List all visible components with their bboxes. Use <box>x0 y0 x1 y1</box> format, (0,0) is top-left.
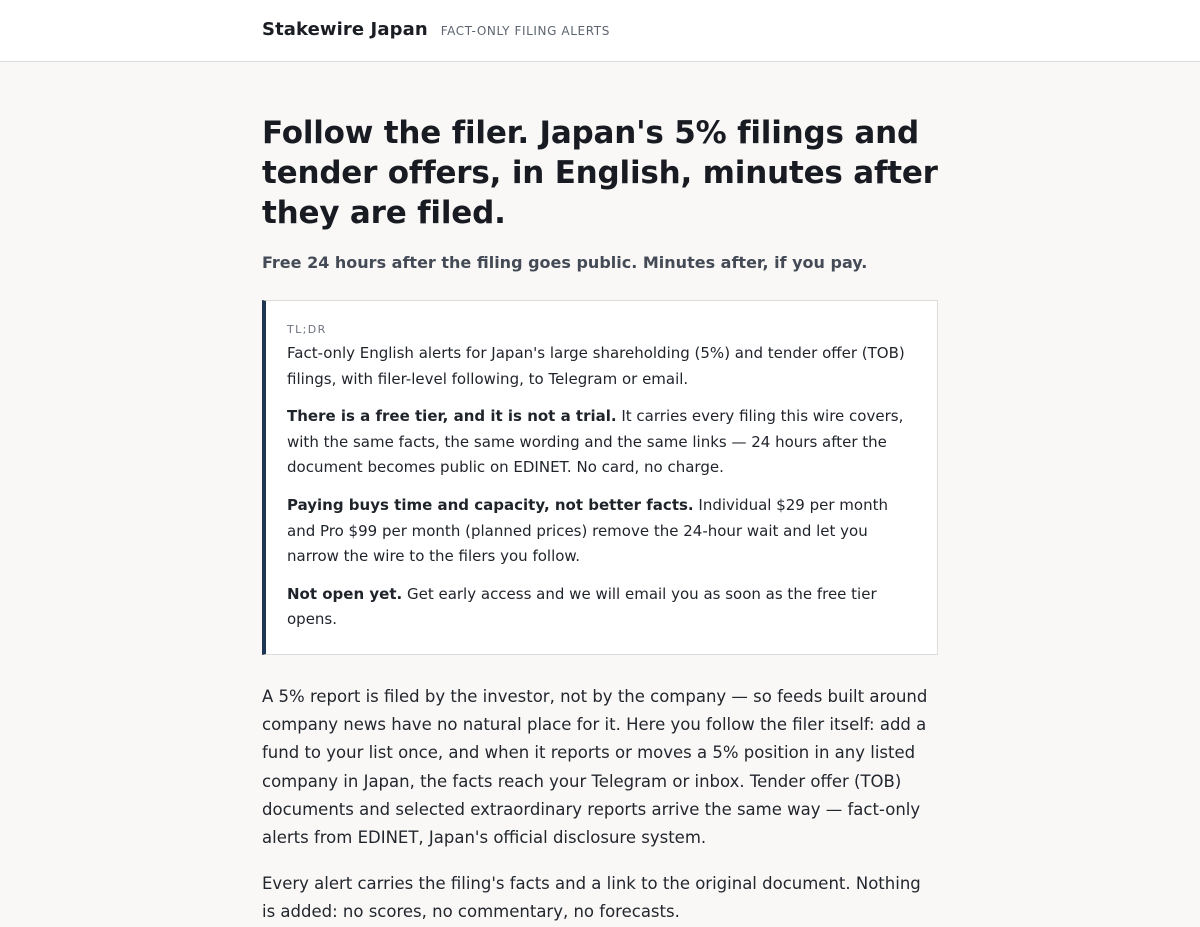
tldr-summary: Fact-only English alerts for Japan's large shareholding (5%) and tender offer (TOB) filings, with filer-level following, to Telegram or email. <box>287 344 905 388</box>
brand-tagline: FACT-ONLY FILING ALERTS <box>440 24 610 38</box>
page-subhead: Free 24 hours after the filing goes public. Minutes after, if you pay. <box>262 253 868 272</box>
tldr-point-text: Get early access and we will email you as soon as the free tier opens. <box>287 584 877 629</box>
tldr-point-free-tier <box>287 404 917 481</box>
tldr-box <box>262 300 938 655</box>
brand-logo-link[interactable]: Stakewire Japan <box>262 19 428 40</box>
tldr-point-lead: Paying buys time and capacity, not better facts. <box>287 495 694 514</box>
page-headline: Follow the filer. Japan's 5% filings and tender offers, in English, minutes after they are filed. <box>262 115 938 231</box>
main-content <box>262 62 938 927</box>
site-header <box>0 0 1200 62</box>
tldr-point-paid-tier <box>287 493 917 570</box>
facts-paragraph: Every alert carries the filing's facts and a link to the original document. Nothing is added: no scores, no commentary, no forecasts. <box>262 874 921 922</box>
tldr-point-text: It carries every filing this wire covers, with the same facts, the same wording and the same links — 24 hours after the document becomes public on EDINET. No card, no charge. <box>287 407 904 477</box>
intro-paragraph: A 5% report is filed by the investor, not by the company — so feeds built around company news have no natural place for it. Here you follow the filer itself: add a fund to your list once, and when it reports or moves a 5% position in any listed company in Japan, the facts reach your Telegram or inbox. Tender offer (TOB) documents and selected extraordinary reports arrive the same way — fact-only alerts from EDINET, Japan's official disclosure system. <box>262 686 928 847</box>
tldr-point-lead: There is a free tier, and it is not a trial. <box>287 407 617 426</box>
tldr-label: TL;DR <box>287 323 327 336</box>
tldr-point-lead: Not open yet. <box>287 584 403 603</box>
tldr-point-text: Individual $29 per month and Pro $99 per month (planned prices) remove the 24-hour wait and let you narrow the wire to the filers you follow. <box>287 495 888 566</box>
tldr-point-availability <box>287 582 917 633</box>
header-inner <box>262 0 938 40</box>
